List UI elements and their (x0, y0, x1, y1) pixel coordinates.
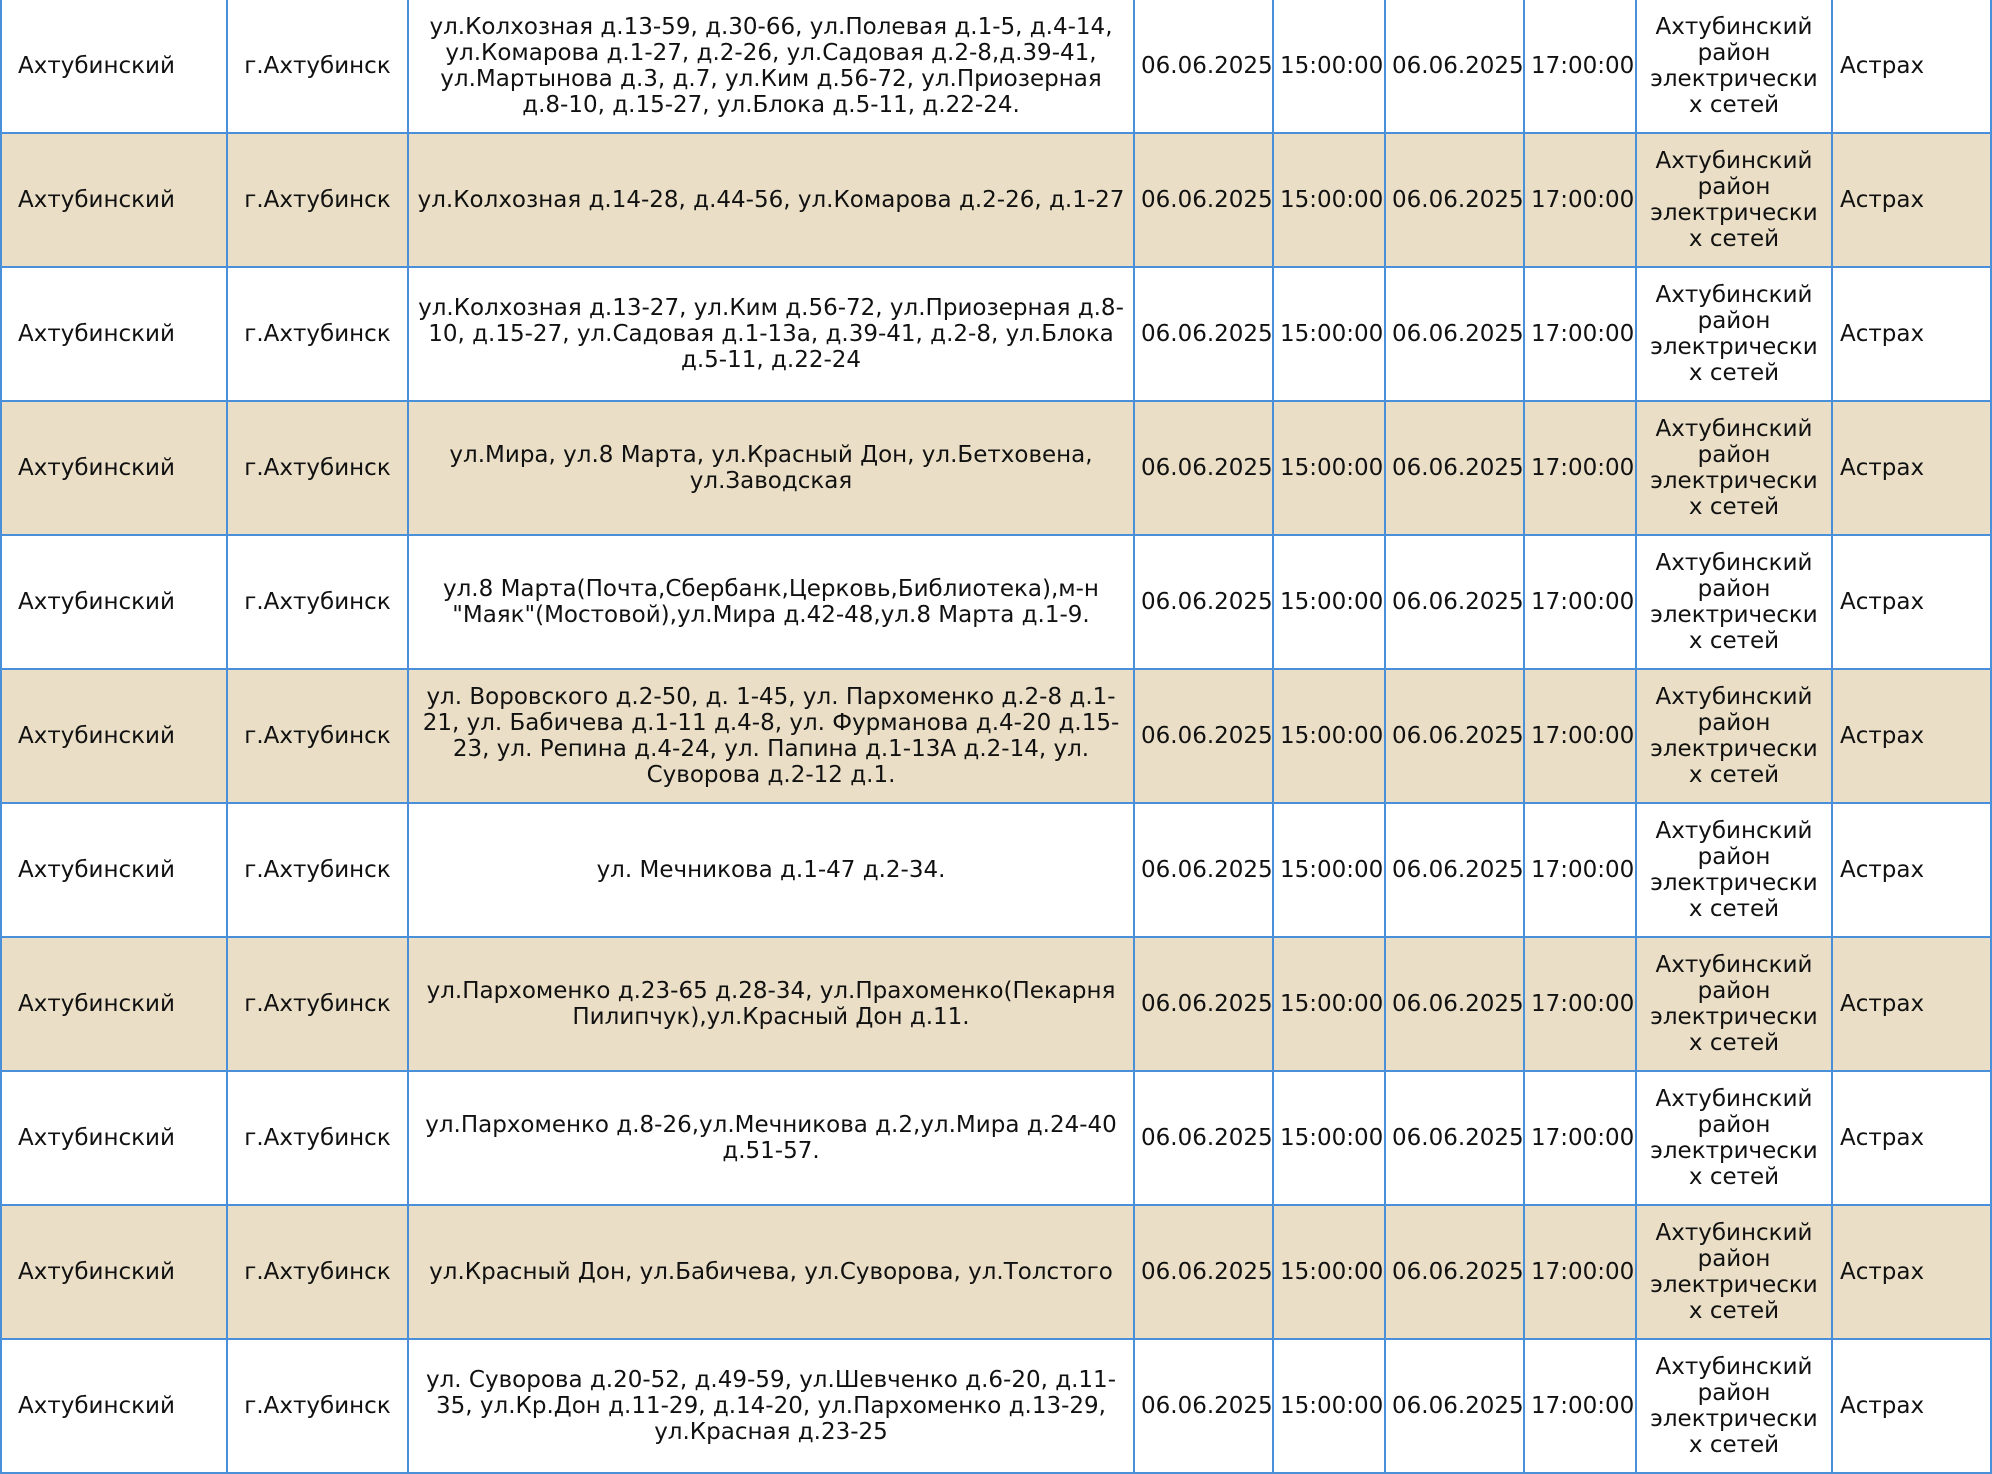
organization-cell: Ахтубинский район электрических сетей (1636, 267, 1832, 401)
end-date-cell: 06.06.2025 (1385, 0, 1524, 133)
start-date-cell: 06.06.2025 (1134, 1205, 1273, 1339)
table-row (1, 133, 1991, 267)
start-date-cell: 06.06.2025 (1134, 1339, 1273, 1473)
district-cell: Ахтубинский (1, 535, 227, 669)
city-cell: г.Ахтубинск (227, 267, 408, 401)
start-date-cell: 06.06.2025 (1134, 267, 1273, 401)
city-cell: г.Ахтубинск (227, 133, 408, 267)
end-time-cell: 17:00:00 (1524, 401, 1636, 535)
end-date-cell: 06.06.2025 (1385, 1071, 1524, 1205)
branch-cell: Астрах (1832, 0, 1991, 133)
start-date-cell: 06.06.2025 (1134, 535, 1273, 669)
district-cell: Ахтубинский (1, 937, 227, 1071)
end-time-cell: 17:00:00 (1524, 267, 1636, 401)
address-cell: ул.Красный Дон, ул.Бабичева, ул.Суворова, ул.Толстого (408, 1205, 1134, 1339)
end-date-cell: 06.06.2025 (1385, 803, 1524, 937)
district-cell: Ахтубинский (1, 401, 227, 535)
address-cell: ул. Воровского д.2-50, д. 1-45, ул. Пархоменко д.2-8 д.1-21, ул. Бабичева д.1-11 д.4-8, ул. Фурманова д.4-20 д.15-23, ул. Репина д.4-24, ул. Папина д.1-13А д.2-14, ул. Суворова д.2-12 д.1. (408, 669, 1134, 803)
district-cell: Ахтубинский (1, 267, 227, 401)
branch-cell: Астрах (1832, 937, 1991, 1071)
city-cell: г.Ахтубинск (227, 1339, 408, 1473)
branch-cell: Астрах (1832, 267, 1991, 401)
city-cell: г.Ахтубинск (227, 669, 408, 803)
table-row (1, 1071, 1991, 1205)
table-row (1, 1339, 1991, 1473)
district-cell: Ахтубинский (1, 0, 227, 133)
end-time-cell: 17:00:00 (1524, 1071, 1636, 1205)
branch-cell: Астрах (1832, 1205, 1991, 1339)
table-row (1, 669, 1991, 803)
start-date-cell: 06.06.2025 (1134, 1071, 1273, 1205)
address-cell: ул.Пархоменко д.8-26,ул.Мечникова д.2,ул.Мира д.24-40 д.51-57. (408, 1071, 1134, 1205)
address-cell: ул. Мечникова д.1-47 д.2-34. (408, 803, 1134, 937)
table-row (1, 937, 1991, 1071)
start-date-cell: 06.06.2025 (1134, 803, 1273, 937)
end-date-cell: 06.06.2025 (1385, 937, 1524, 1071)
start-time-cell: 15:00:00 (1273, 937, 1385, 1071)
address-cell: ул.Колхозная д.13-27, ул.Ким д.56-72, ул.Приозерная д.8-10, д.15-27, ул.Садовая д.1-13а, д.39-41, д.2-8, ул.Блока д.5-11, д.22-24 (408, 267, 1134, 401)
end-time-cell: 17:00:00 (1524, 803, 1636, 937)
address-cell: ул.Мира, ул.8 Марта, ул.Красный Дон, ул.Бетховена, ул.Заводская (408, 401, 1134, 535)
branch-cell: Астрах (1832, 1071, 1991, 1205)
end-time-cell: 17:00:00 (1524, 669, 1636, 803)
city-cell: г.Ахтубинск (227, 401, 408, 535)
table-row (1, 1205, 1991, 1339)
organization-cell: Ахтубинский район электрических сетей (1636, 401, 1832, 535)
district-cell: Ахтубинский (1, 803, 227, 937)
end-date-cell: 06.06.2025 (1385, 535, 1524, 669)
district-cell: Ахтубинский (1, 1205, 227, 1339)
city-cell: г.Ахтубинск (227, 1071, 408, 1205)
address-cell: ул.8 Марта(Почта,Сбербанк,Церковь,Библиотека),м-н "Маяк"(Мостовой),ул.Мира д.42-48,ул.8 Марта д.1-9. (408, 535, 1134, 669)
start-time-cell: 15:00:00 (1273, 803, 1385, 937)
branch-cell: Астрах (1832, 401, 1991, 535)
start-time-cell: 15:00:00 (1273, 0, 1385, 133)
city-cell: г.Ахтубинск (227, 937, 408, 1071)
city-cell: г.Ахтубинск (227, 803, 408, 937)
table-row (1, 0, 1991, 133)
address-cell: ул.Колхозная д.13-59, д.30-66, ул.Полевая д.1-5, д.4-14, ул.Комарова д.1-27, д.2-26, ул.Садовая д.2-8,д.39-41, ул.Мартынова д.3, д.7, ул.Ким д.56-72, ул.Приозерная д.8-10, д.15-27, ул.Блока д.5-11, д.22-24. (408, 0, 1134, 133)
organization-cell: Ахтубинский район электрических сетей (1636, 535, 1832, 669)
start-time-cell: 15:00:00 (1273, 133, 1385, 267)
start-date-cell: 06.06.2025 (1134, 133, 1273, 267)
city-cell: г.Ахтубинск (227, 1205, 408, 1339)
start-time-cell: 15:00:00 (1273, 1071, 1385, 1205)
start-date-cell: 06.06.2025 (1134, 401, 1273, 535)
organization-cell: Ахтубинский район электрических сетей (1636, 1339, 1832, 1473)
city-cell: г.Ахтубинск (227, 535, 408, 669)
start-time-cell: 15:00:00 (1273, 535, 1385, 669)
organization-cell: Ахтубинский район электрических сетей (1636, 133, 1832, 267)
end-time-cell: 17:00:00 (1524, 1205, 1636, 1339)
organization-cell: Ахтубинский район электрических сетей (1636, 1205, 1832, 1339)
district-cell: Ахтубинский (1, 1339, 227, 1473)
address-cell: ул.Пархоменко д.23-65 д.28-34, ул.Прахоменко(Пекарня Пилипчук),ул.Красный Дон д.11. (408, 937, 1134, 1071)
branch-cell: Астрах (1832, 803, 1991, 937)
table-row (1, 401, 1991, 535)
address-cell: ул. Суворова д.20-52, д.49-59, ул.Шевченко д.6-20, д.11-35, ул.Кр.Дон д.11-29, д.14-20, ул.Пархоменко д.13-29, ул.Красная д.23-25 (408, 1339, 1134, 1473)
start-time-cell: 15:00:00 (1273, 267, 1385, 401)
end-date-cell: 06.06.2025 (1385, 267, 1524, 401)
table-row (1, 803, 1991, 937)
organization-cell: Ахтубинский район электрических сетей (1636, 937, 1832, 1071)
address-cell: ул.Колхозная д.14-28, д.44-56, ул.Комарова д.2-26, д.1-27 (408, 133, 1134, 267)
organization-cell: Ахтубинский район электрических сетей (1636, 803, 1832, 937)
start-date-cell: 06.06.2025 (1134, 0, 1273, 133)
district-cell: Ахтубинский (1, 1071, 227, 1205)
end-date-cell: 06.06.2025 (1385, 1339, 1524, 1473)
start-time-cell: 15:00:00 (1273, 669, 1385, 803)
start-time-cell: 15:00:00 (1273, 1205, 1385, 1339)
end-time-cell: 17:00:00 (1524, 937, 1636, 1071)
start-time-cell: 15:00:00 (1273, 1339, 1385, 1473)
start-time-cell: 15:00:00 (1273, 401, 1385, 535)
branch-cell: Астрах (1832, 535, 1991, 669)
end-time-cell: 17:00:00 (1524, 535, 1636, 669)
end-date-cell: 06.06.2025 (1385, 401, 1524, 535)
city-cell: г.Ахтубинск (227, 0, 408, 133)
district-cell: Ахтубинский (1, 133, 227, 267)
table-row (1, 267, 1991, 401)
end-time-cell: 17:00:00 (1524, 1339, 1636, 1473)
end-date-cell: 06.06.2025 (1385, 669, 1524, 803)
organization-cell: Ахтубинский район электрических сетей (1636, 669, 1832, 803)
start-date-cell: 06.06.2025 (1134, 937, 1273, 1071)
branch-cell: Астрах (1832, 133, 1991, 267)
start-date-cell: 06.06.2025 (1134, 669, 1273, 803)
end-date-cell: 06.06.2025 (1385, 1205, 1524, 1339)
end-time-cell: 17:00:00 (1524, 0, 1636, 133)
branch-cell: Астрах (1832, 1339, 1991, 1473)
organization-cell: Ахтубинский район электрических сетей (1636, 0, 1832, 133)
district-cell: Ахтубинский (1, 669, 227, 803)
end-date-cell: 06.06.2025 (1385, 133, 1524, 267)
end-time-cell: 17:00:00 (1524, 133, 1636, 267)
branch-cell: Астрах (1832, 669, 1991, 803)
table-row (1, 535, 1991, 669)
organization-cell: Ахтубинский район электрических сетей (1636, 1071, 1832, 1205)
